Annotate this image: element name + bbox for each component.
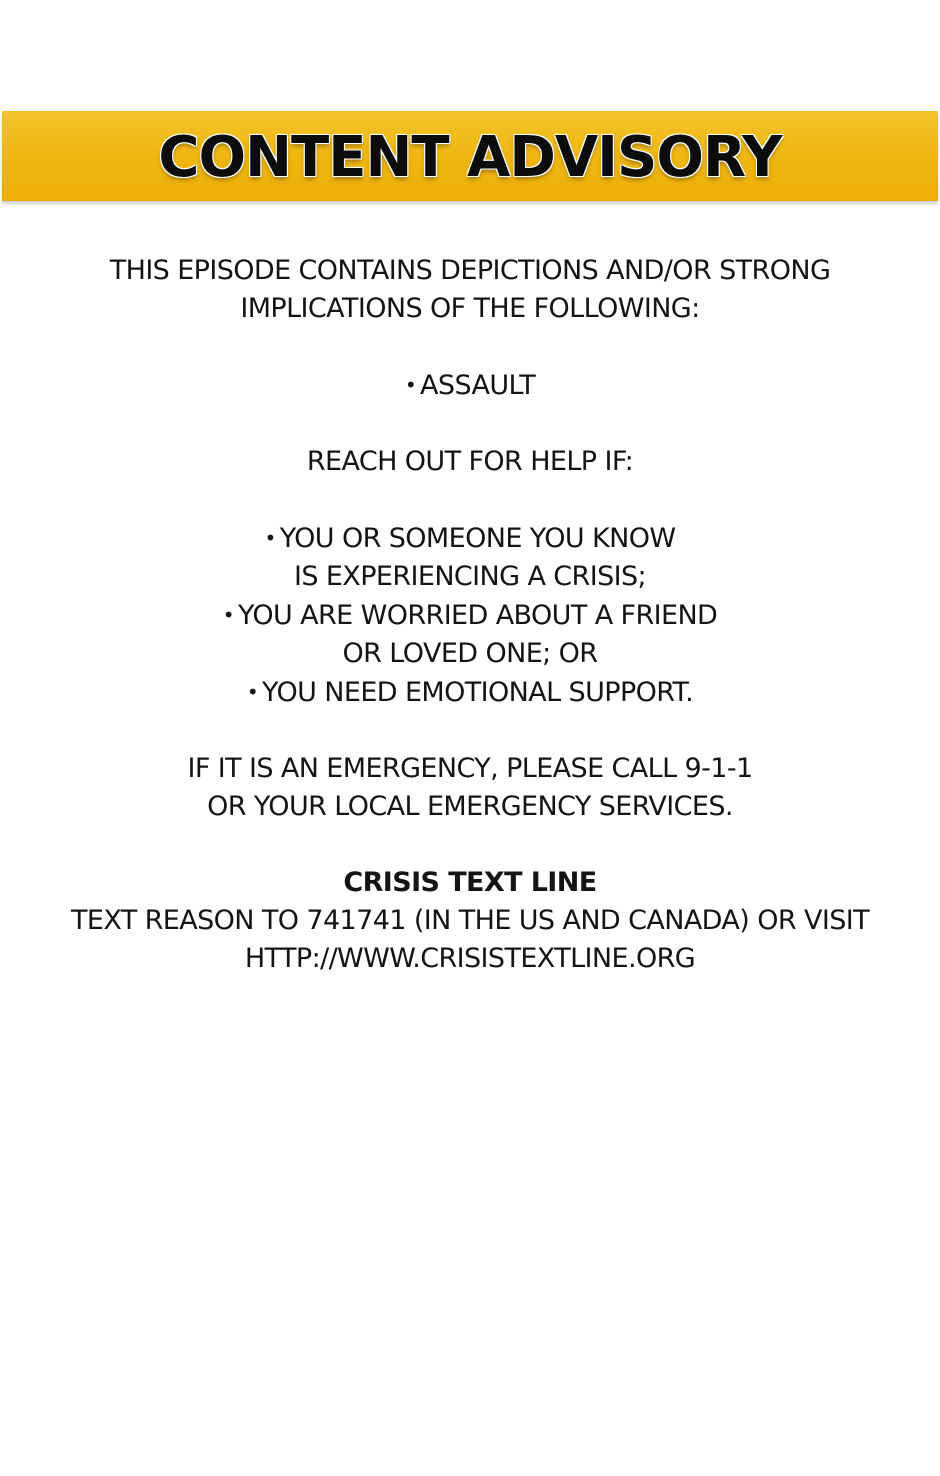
crisis-line-title: CRISIS TEXT LINE <box>343 867 597 898</box>
intro-line-2: IMPLICATIONS OF THE FOLLOWING: <box>240 293 700 324</box>
topic-item-assault <box>0 366 940 405</box>
bullet-icon: • <box>264 526 276 550</box>
topic-label: ASSAULT <box>420 370 536 401</box>
emergency-line-2: OR YOUR LOCAL EMERGENCY SERVICES. <box>207 791 733 822</box>
crisis-line-instructions: TEXT REASON TO 741741 (IN THE US AND CANADA) OR VISIT <box>70 905 870 936</box>
banner-title: CONTENT ADVISORY <box>158 124 782 190</box>
bullet-icon: • <box>222 603 234 627</box>
spacer <box>0 826 940 864</box>
help-item-2-line-2: OR LOVED ONE; OR <box>342 638 598 669</box>
spacer <box>0 405 940 443</box>
advisory-banner <box>2 111 938 201</box>
help-item-3-line-1 <box>0 673 940 712</box>
crisis-line-url[interactable]: HTTP://WWW.CRISISTEXTLINE.ORG <box>244 943 696 974</box>
help-item-2-text: YOU ARE WORRIED ABOUT A FRIEND <box>237 600 718 631</box>
help-item-3-text: YOU NEED EMOTIONAL SUPPORT. <box>262 677 694 708</box>
spacer <box>0 481 940 519</box>
help-item-1-text: YOU OR SOMEONE YOU KNOW <box>279 523 676 554</box>
help-heading: REACH OUT FOR HELP IF: <box>306 446 634 477</box>
bullet-icon: • <box>404 373 417 397</box>
intro-line-1: THIS EPISODE CONTAINS DEPICTIONS AND/OR STRONG <box>109 255 831 286</box>
advisory-content <box>0 252 940 978</box>
help-item-1-line-2: IS EXPERIENCING A CRISIS; <box>293 561 647 592</box>
spacer <box>0 712 940 750</box>
spacer <box>0 328 940 366</box>
help-item-2-line-1 <box>0 596 940 635</box>
help-item-1-line-1 <box>0 519 940 558</box>
emergency-line-1: IF IT IS AN EMERGENCY, PLEASE CALL 9-1-1 <box>187 753 753 784</box>
bullet-icon: • <box>246 680 259 704</box>
